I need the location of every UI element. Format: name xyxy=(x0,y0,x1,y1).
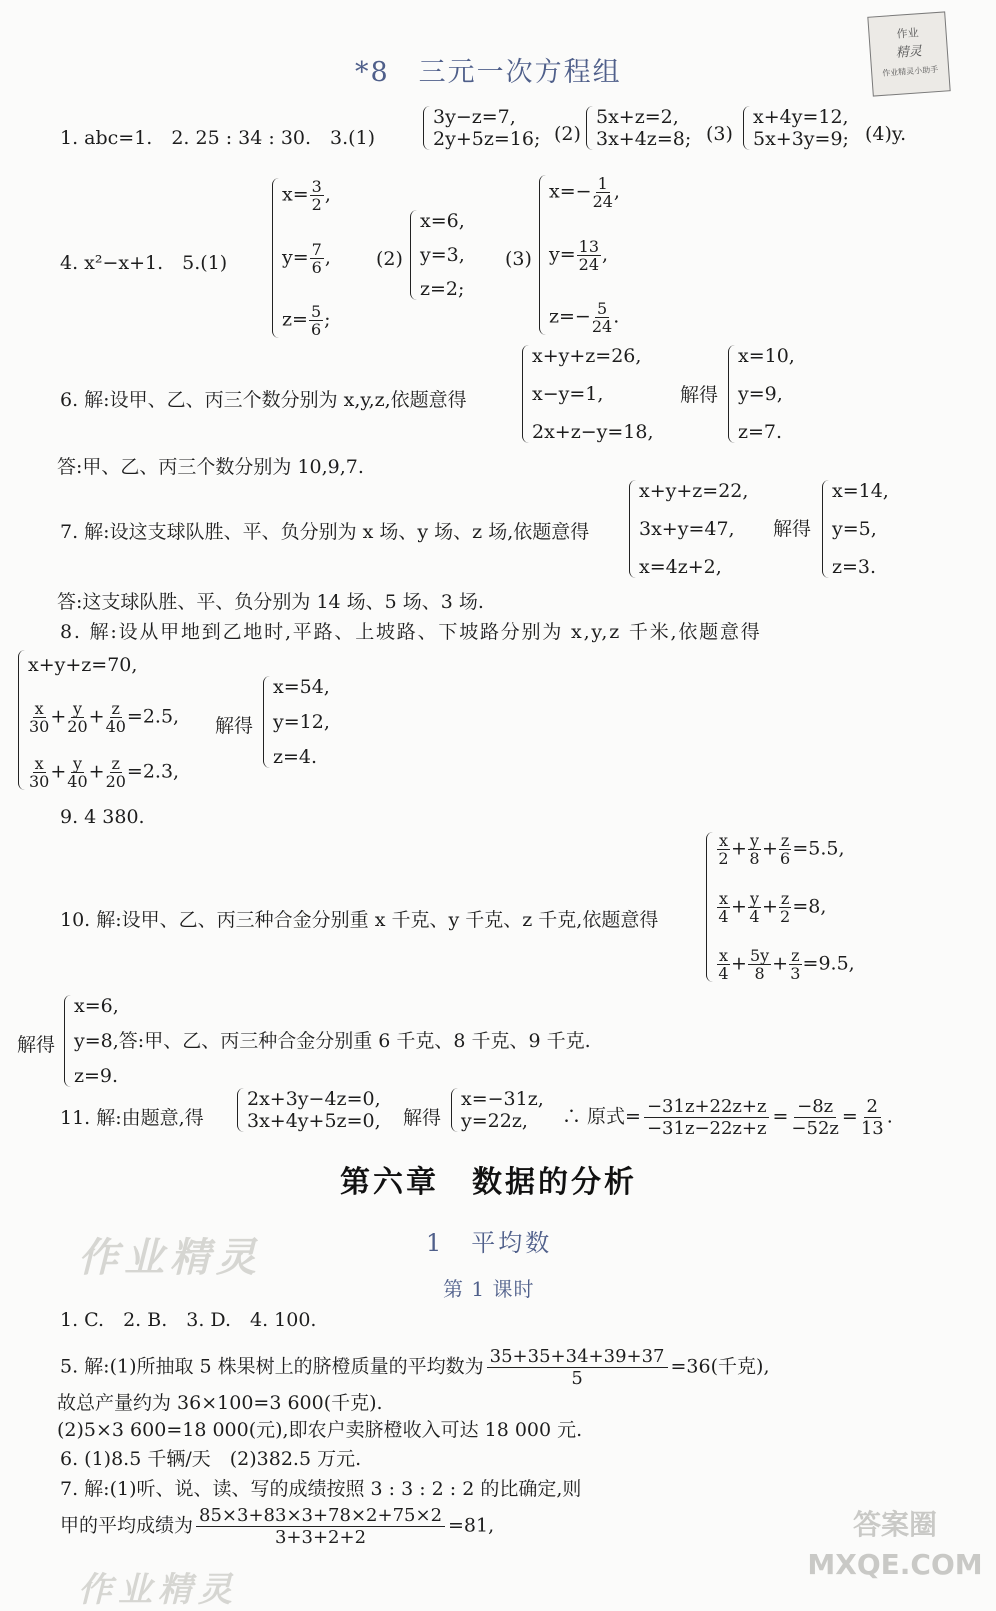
answer-line-q4-q5: 4. x²−x+1. 5.(1) xyxy=(60,252,228,274)
q8-text: 8. 解:设从甲地到乙地时,平路、上坡路、下坡路分别为 x,y,z 千米,依题意得 xyxy=(60,621,762,643)
equation: x+y+z=26, xyxy=(532,345,642,367)
equation: y=3, xyxy=(420,244,465,266)
equation: 2x+3y−4z=0, xyxy=(247,1088,381,1110)
equation: x=4z+2, xyxy=(639,556,722,578)
system-q3-1 xyxy=(423,106,540,150)
stamp-line: 精灵 xyxy=(895,44,923,61)
p5-line3: (2)5×3 600=18 000(元),即农户卖脐橙收入可达 18 000 元. xyxy=(57,1419,583,1441)
q10-text: 10. 解:设甲、乙、丙三种合金分别重 x 千克、y 千克、z 千克,依题意得 xyxy=(60,909,659,931)
equation: $\frac{x}{30}$ + $\frac{y}{20}$ + $\frac{z}{40}$ =2.5, xyxy=(29,699,180,736)
equation: 3x+y=47, xyxy=(639,518,735,540)
equation: x=54, xyxy=(273,676,330,698)
equation: $\frac{x}{4}$ + $\frac{5y}{8}$ + $\frac{z}{3}$ =9.5, xyxy=(718,946,855,983)
section-title: *8 三元一次方程组 xyxy=(355,57,622,88)
equation: 3x+4y+5z=0, xyxy=(247,1110,381,1132)
equation: z=4. xyxy=(273,746,318,768)
part-label: (2) xyxy=(554,123,581,145)
system-q5-3 xyxy=(539,175,620,335)
part-label: (3) xyxy=(505,248,532,270)
solution-q7 xyxy=(822,480,889,578)
solution-q10 xyxy=(64,995,591,1087)
equation: y=5, xyxy=(832,518,877,540)
p6-answer: 6. (1)8.5 千辆/天 (2)382.5 万元. xyxy=(60,1448,362,1470)
p7-text: 7. 解:(1)听、说、读、写的成绩按照 3 : 3 : 2 : 2 的比确定,则 xyxy=(60,1478,582,1500)
answer-line-q1-q3: 1. abc=1. 2. 25 : 34 : 30. 3.(1) xyxy=(60,127,376,149)
part-label: (2) xyxy=(376,248,403,270)
equation: $\frac{x}{4}$ + $\frac{y}{4}$ + $\frac{z}{2}$ =8, xyxy=(718,888,827,926)
equation: y=12, xyxy=(273,711,330,733)
p5-text: 5. 解:(1)所抽取 5 株果树上的脐橙质量的平均数为 $\frac{35+35+34+39+37}{5}$ =36(千克), xyxy=(60,1346,770,1389)
equation: x=−31z, xyxy=(461,1088,544,1110)
equation: x−y=1, xyxy=(532,383,604,405)
equation: z=− $\frac{5}{24}$ . xyxy=(549,299,620,336)
system-q3-3 xyxy=(743,106,849,150)
system-q5-2 xyxy=(410,210,465,300)
equation: 2x+z−y=18, xyxy=(532,421,654,443)
equation: y=22z, xyxy=(461,1110,528,1132)
q6-answer: 答:甲、乙、丙三个数分别为 10,9,7. xyxy=(57,456,364,478)
equation: x=6, xyxy=(74,995,119,1017)
equation: x=6, xyxy=(420,210,465,232)
equation: x+4y=12, xyxy=(753,106,849,128)
system-q8 xyxy=(18,650,179,790)
equation: z= $\frac{5}{6}$ ; xyxy=(282,302,331,339)
system-rows xyxy=(433,106,540,150)
system-q6 xyxy=(522,345,654,443)
solve-label: 解得 xyxy=(215,715,254,737)
q9-answer: 9. 4 380. xyxy=(60,806,145,828)
system-q7 xyxy=(629,480,748,578)
equation: z=2; xyxy=(420,278,465,300)
watermark: 作业精灵 xyxy=(78,1570,238,1610)
equation: x=14, xyxy=(832,480,889,502)
equation: 3x+4z=8; xyxy=(596,128,692,150)
equation: x+y+z=70, xyxy=(28,654,138,676)
p7-line2: 甲的平均成绩为 $\frac{85\times 3+83\times 3+78\times 2+75\times 2}{3+3+2+2}$ =81, xyxy=(60,1505,495,1548)
equation: 5x+3y=9; xyxy=(753,128,849,150)
solve-label: 解得 xyxy=(403,1107,442,1129)
system-q10 xyxy=(706,832,855,982)
equation: 5x+z=2, xyxy=(596,106,679,128)
watermark: 作业精灵 xyxy=(78,1235,262,1281)
chapter-title: 第六章 数据的分析 xyxy=(340,1165,637,1200)
solve-label: 解得 xyxy=(17,1034,56,1056)
part-label: (3) xyxy=(706,123,733,145)
equation: x=10, xyxy=(738,345,795,367)
stamp-line: 作业 xyxy=(896,26,919,41)
equation: z=9. xyxy=(74,1065,119,1087)
q7-text: 7. 解:设这支球队胜、平、负分别为 x 场、y 场、z 场,依题意得 xyxy=(60,521,590,543)
solution-q11 xyxy=(451,1088,544,1132)
system-q3-2 xyxy=(586,106,691,150)
part-label: (4)y. xyxy=(865,123,907,145)
equation: y= $\frac{13}{24}$ , xyxy=(549,236,609,274)
corner-stamp xyxy=(867,11,950,96)
q6-text: 6. 解:设甲、乙、丙三个数分别为 x,y,z,依题意得 xyxy=(60,389,467,411)
stamp-line: 作业精灵小助手 xyxy=(881,65,939,78)
lesson-title: 第 1 课时 xyxy=(443,1277,535,1301)
equation: 3y−z=7, xyxy=(433,106,516,128)
mc-answers: 1. C. 2. B. 3. D. 4. 100. xyxy=(60,1309,317,1331)
solution-q6 xyxy=(728,345,795,443)
system-q5-1 xyxy=(272,178,331,338)
solution-q8 xyxy=(263,676,330,768)
q11-result: ∴ 原式= $\frac{-31z+22z+z}{-31z-22z+z}$ = $\frac{-8z}{-52z}$ = $\frac{2}{13}$ . xyxy=(562,1096,893,1139)
equation: 2y+5z=16; xyxy=(433,128,541,150)
p5-line2: 故总产量约为 36×100=3 600(千克). xyxy=(57,1392,383,1414)
system-q11 xyxy=(237,1088,381,1132)
q11-text: 11. 解:由题意,得 xyxy=(60,1107,204,1129)
equation: x=− $\frac{1}{24}$ , xyxy=(549,174,620,211)
corner-logo: 答案圈 MXQE.COM xyxy=(807,1508,983,1581)
equation: z=3. xyxy=(832,556,877,578)
equation: x= $\frac{3}{2}$ , xyxy=(282,177,331,214)
equation: y= $\frac{7}{6}$ , xyxy=(282,239,331,277)
equation: $\frac{x}{2}$ + $\frac{y}{8}$ + $\frac{z}{6}$ =5.5, xyxy=(718,831,845,868)
equation: z=7. xyxy=(738,421,783,443)
equation: $\frac{x}{30}$ + $\frac{y}{40}$ + $\frac{z}{20}$ =2.3, xyxy=(29,754,180,791)
equation: x+y+z=22, xyxy=(639,480,749,502)
q7-answer: 答:这支球队胜、平、负分别为 14 场、5 场、3 场. xyxy=(57,591,484,613)
solve-label: 解得 xyxy=(680,384,719,406)
solve-label: 解得 xyxy=(773,518,812,540)
subsection-title: 1 平均数 xyxy=(426,1229,553,1257)
equation: y=9, xyxy=(738,383,783,405)
equation: y=8,答:甲、乙、丙三种合金分别重 6 千克、8 千克、9 千克. xyxy=(74,1030,591,1052)
